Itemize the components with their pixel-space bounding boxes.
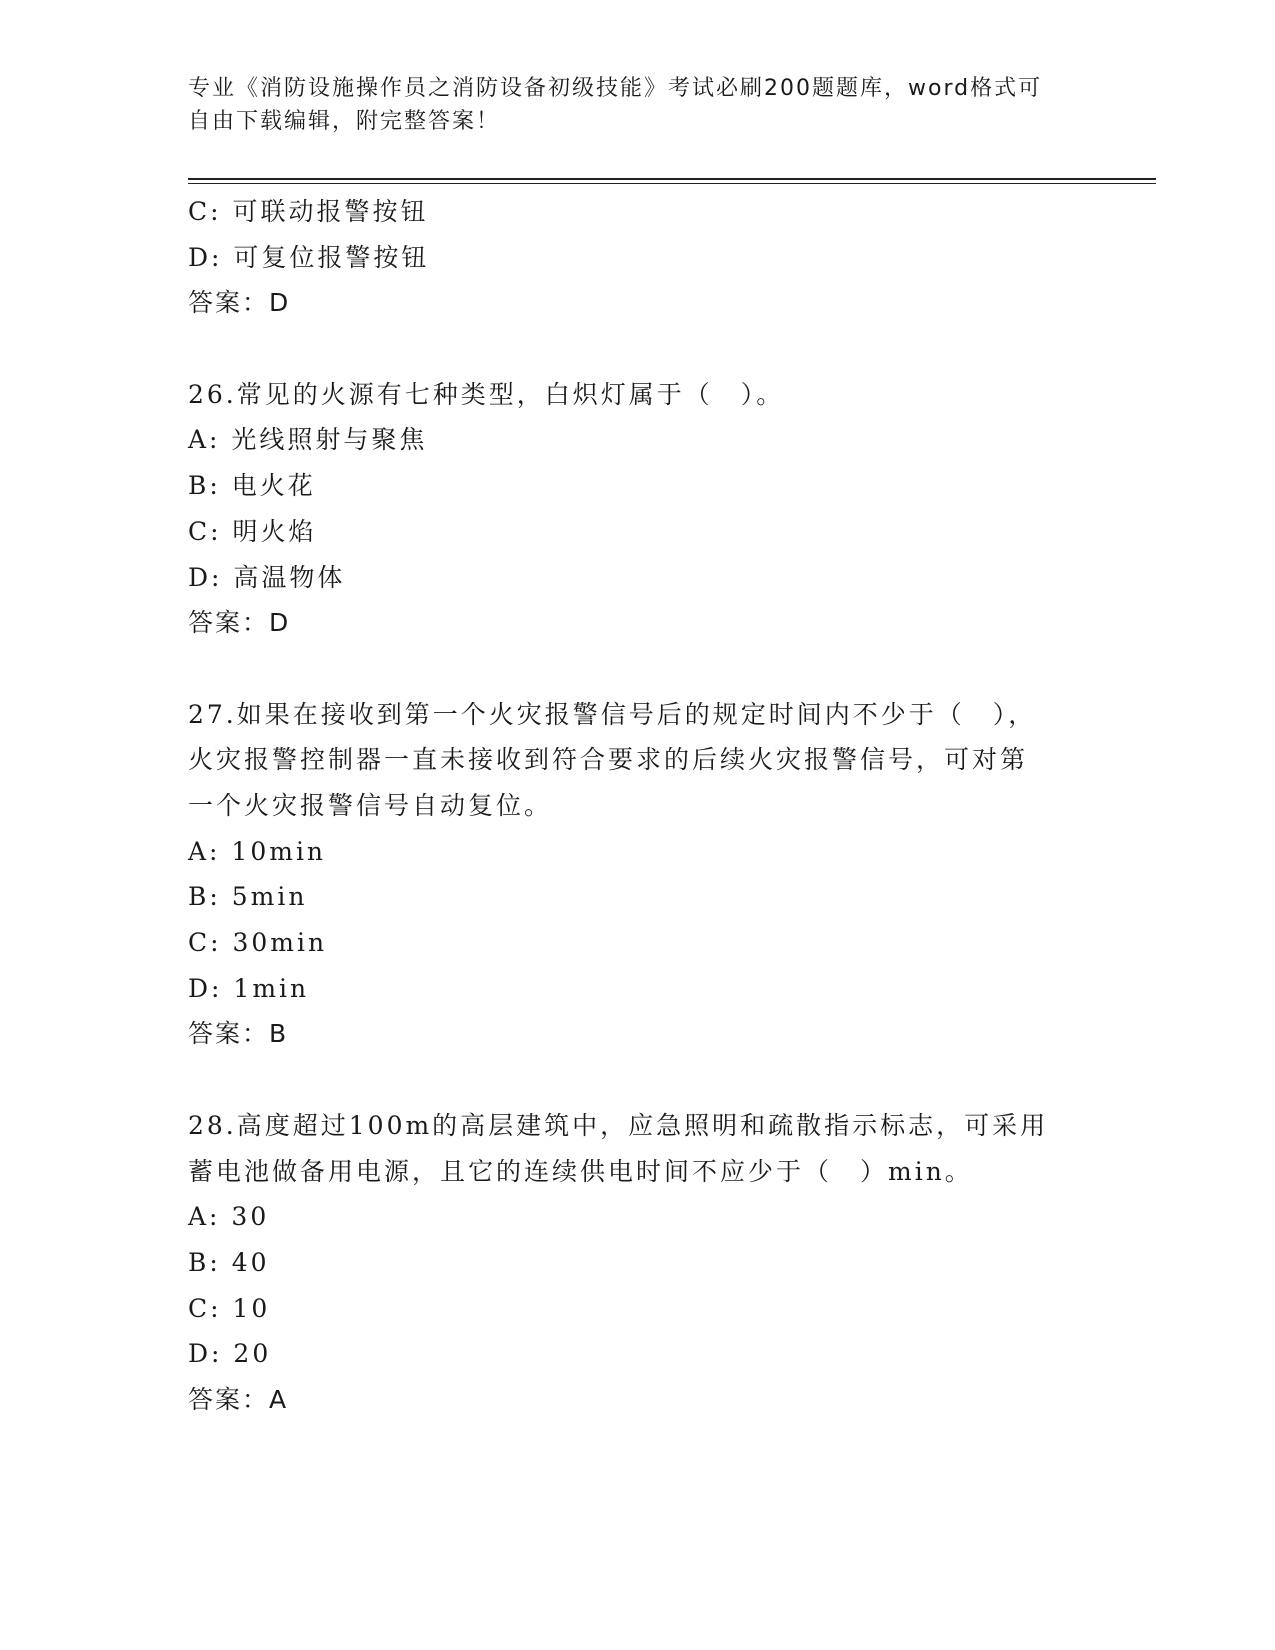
header-line-2: 自由下载编辑，附完整答案！ (188, 109, 501, 134)
option-a: A: 光线照射与聚焦 (188, 425, 428, 455)
question-28 (188, 1103, 1068, 1423)
option-a: A: 10min (188, 836, 327, 866)
answer: 答案：B (188, 1019, 289, 1049)
answer: 答案：D (188, 608, 291, 638)
question-content (188, 189, 1068, 1423)
option-d: D: 1min (188, 973, 310, 1003)
option-b: B: 电火花 (188, 471, 316, 501)
option-b: B: 5min (188, 882, 308, 912)
header-line-1: 专业《消防设施操作员之消防设备初级技能》考试必刷200题题库，word格式可 (188, 76, 1043, 101)
option-d: D: 高温物体 (188, 562, 346, 592)
spacer (188, 646, 1068, 692)
option-d: D: 可复位报警按钮 (188, 242, 430, 272)
answer: 答案：A (188, 1384, 289, 1414)
option-b: B: 40 (188, 1247, 270, 1277)
question-27 (188, 692, 1068, 1058)
previous-question-tail (188, 189, 1068, 326)
question-text: 27.如果在接收到第一个火灾报警信号后的规定时间内不少于（ ）， (188, 699, 1037, 729)
question-text: 一个火灾报警信号自动复位。 (188, 790, 553, 820)
answer: 答案：D (188, 288, 291, 318)
header-divider-thin (188, 183, 1156, 184)
option-c: C: 30min (188, 928, 328, 958)
document-header (188, 72, 1068, 138)
question-26 (188, 372, 1068, 646)
question-text: 蓄电池做备用电源，且它的连续供电时间不应少于（ ）min。 (188, 1156, 973, 1186)
question-text: 火灾报警控制器一直未接收到符合要求的后续火灾报警信号，可对第 (188, 745, 1029, 775)
question-text: 26.常见的火源有七种类型，白炽灯属于（ ）。 (188, 379, 785, 409)
header-divider-thick (188, 178, 1156, 180)
option-a: A: 30 (188, 1202, 270, 1232)
spacer (188, 326, 1068, 372)
option-c: C: 10 (188, 1293, 271, 1323)
option-c: C: 明火焰 (188, 516, 317, 546)
spacer (188, 1057, 1068, 1103)
question-text: 28.高度超过100m的高层建筑中，应急照明和疏散指示标志，可采用 (188, 1110, 1049, 1140)
option-d: D: 20 (188, 1339, 272, 1369)
option-c: C: 可联动报警按钮 (188, 197, 429, 226)
